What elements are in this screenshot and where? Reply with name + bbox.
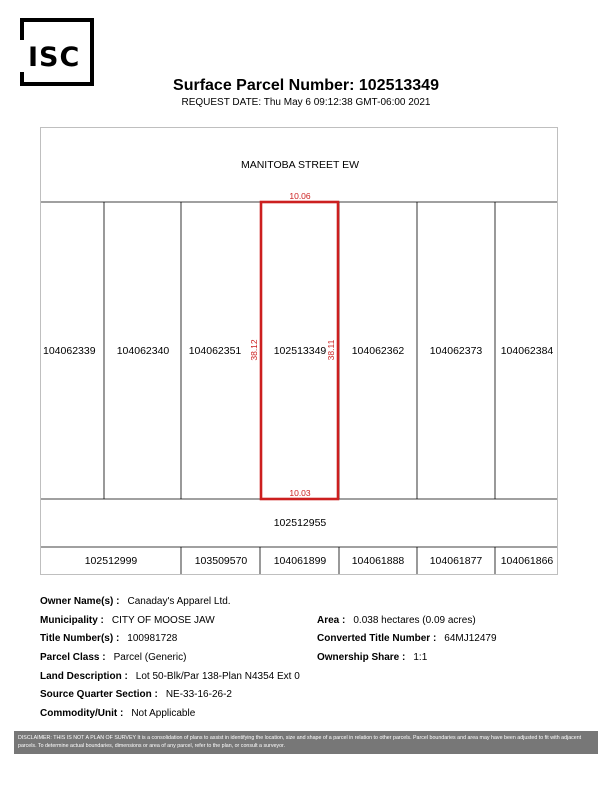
title-number-label: Title Number(s) :: [40, 633, 120, 644]
commodity-value: Not Applicable: [131, 708, 196, 719]
source-quarter-value: NE-33-16-26-2: [165, 689, 232, 700]
disclaimer-bar: DISCLAIMER: THIS IS NOT A PLAN OF SURVEY It is a consolidation of plans to assist in identifying the location, size and shape of a parcel in relation to other parcels. Parcel boundaries and area may have been adjusted to fit with adjacent parcels. To determine actual boundaries, dimensions or area of any parcel, refer to the plan, or consult a surveyor.: [14, 731, 598, 754]
parcel-label: 104062384: [500, 345, 554, 357]
owner-label: Owner Name(s) :: [40, 596, 120, 607]
land-description-label: Land Description :: [40, 671, 128, 682]
parcel-map: [40, 127, 558, 575]
parcel-label: 104061866: [500, 555, 554, 567]
municipality-label: Municipality :: [40, 615, 104, 626]
parcel-label: 104061888: [351, 555, 405, 567]
ownership-share-row: [317, 652, 427, 663]
municipality-value: CITY OF MOOSE JAW: [111, 615, 215, 626]
dimension-bottom: 10.03: [289, 488, 311, 498]
area-label: Area :: [317, 615, 346, 626]
source-quarter-label: Source Quarter Section :: [40, 689, 158, 700]
land-description-value: Lot 50-Blk/Par 138-Plan N4354 Ext 0: [135, 671, 300, 682]
parcel-label: 104062339: [43, 345, 96, 357]
ownership-share-value: 1:1: [413, 652, 428, 663]
land-description-row: [40, 671, 300, 682]
subject-parcel-label: 102513349: [273, 345, 327, 357]
parcel-label: 104062373: [429, 345, 483, 357]
isc-logo: [20, 18, 94, 86]
dimension-left: 38.12: [249, 339, 259, 361]
parcel-label: 104061877: [429, 555, 483, 567]
title-number-row: [40, 633, 177, 644]
request-date: REQUEST DATE: Thu May 6 09:12:38 GMT-06:00 2021: [181, 97, 431, 108]
street-label: MANITOBA STREET EW: [240, 159, 360, 171]
parcel-class-value: Parcel (Generic): [113, 652, 187, 663]
commodity-label: Commodity/Unit :: [40, 708, 124, 719]
parcel-label: 104061899: [273, 555, 327, 567]
logo-text: ISC: [28, 42, 81, 73]
municipality-row: [40, 615, 215, 626]
owner-value: Canaday's Apparel Ltd.: [127, 596, 231, 607]
converted-title-value: 64MJ12479: [444, 633, 497, 644]
area-value: 0.038 hectares (0.09 acres): [353, 615, 476, 626]
parcel-class-row: [40, 652, 186, 663]
lane-parcel-label: 102512955: [273, 517, 327, 529]
parcel-label: 102512999: [84, 555, 138, 567]
parcel-map-svg: [41, 128, 558, 575]
owner-row: [40, 596, 231, 607]
source-quarter-row: [40, 689, 232, 700]
title-number-value: 100981728: [127, 633, 178, 644]
parcel-label: 104062351: [188, 345, 242, 357]
area-row: [317, 615, 476, 626]
dimension-right: 38.11: [326, 339, 336, 361]
page-title: Surface Parcel Number: 102513349: [173, 77, 439, 94]
dimension-top: 10.06: [289, 191, 311, 201]
ownership-share-label: Ownership Share :: [317, 652, 406, 663]
parcel-label: 103509570: [194, 555, 248, 567]
parcel-class-label: Parcel Class :: [40, 652, 106, 663]
parcel-label: 104062362: [351, 345, 405, 357]
commodity-row: [40, 708, 195, 719]
converted-title-label: Converted Title Number :: [317, 633, 437, 644]
parcel-label: 104062340: [116, 345, 170, 357]
converted-title-row: [317, 633, 497, 644]
